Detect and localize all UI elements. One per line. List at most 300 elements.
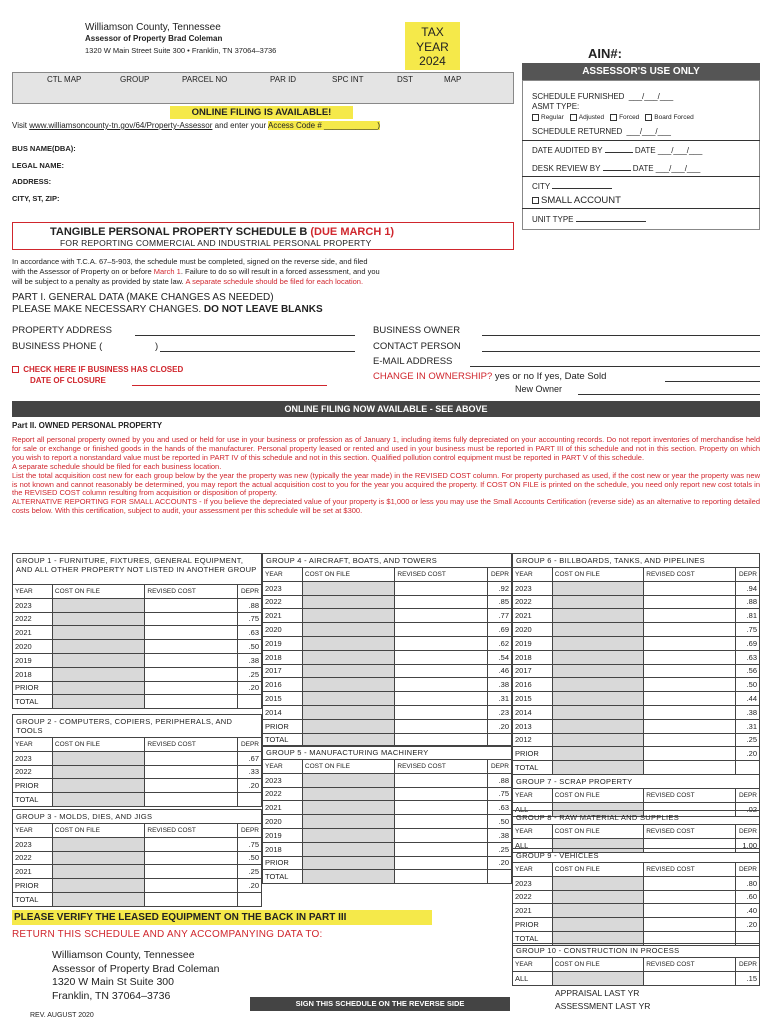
depr-factor (237, 695, 261, 709)
depr-factor: .20 (487, 719, 511, 733)
city-field: CITY (532, 182, 612, 191)
revised-cost-input[interactable] (644, 747, 736, 761)
g1-col-header: YEAR (13, 585, 53, 599)
table-row (513, 636, 760, 650)
g6-col-header: DEPR (736, 568, 760, 582)
table-row (513, 733, 760, 747)
revised-cost-input[interactable] (395, 828, 488, 842)
schedule-subtitle: FOR REPORTING COMMERCIAL AND INDUSTRIAL PERSONAL PROPERTY (60, 238, 372, 248)
table-row (13, 765, 262, 779)
depr-factor (237, 892, 261, 906)
desk-review-by: DESK REVIEW BY DATE ___/___/___ (532, 164, 701, 173)
checkbox-icon[interactable] (570, 114, 577, 121)
business-owner-input[interactable] (482, 335, 760, 336)
table-row (263, 828, 512, 842)
revised-cost-input[interactable] (395, 801, 488, 815)
part1-title: PART I. GENERAL DATA (MAKE CHANGES AS NEEDED) (12, 292, 274, 303)
revised-cost-input[interactable] (644, 595, 736, 609)
row-year: ALL (513, 802, 553, 816)
revised-cost-input[interactable] (644, 918, 736, 932)
row-year: 2022 (263, 595, 303, 609)
g5-col-header: YEAR (263, 760, 303, 774)
filing-notice: In accordance with T.C.A. 67–5-903, the schedule must be completed, signed on the reverse side, and filed with the Assessor of Property on or before March 1. Failure to do so will result in a forced assessment, and you will be subject to a penalty as provided by state law. A separate schedule should be filed for each location. (12, 257, 380, 286)
table-row (13, 640, 262, 654)
group-1-table (12, 553, 262, 709)
depr-factor: .62 (487, 636, 511, 650)
property-address-label: PROPERTY ADDRESS (12, 325, 112, 336)
depr-factor: .02 (735, 802, 759, 816)
business-closed-checkbox[interactable]: CHECK HERE IF BUSINESS HAS CLOSED (12, 365, 183, 374)
cost-on-file-cell (302, 609, 395, 623)
asmt-type-adjusted[interactable]: Adjusted (570, 114, 604, 121)
date-of-closure-input[interactable] (132, 385, 327, 386)
table-row (13, 837, 262, 851)
row-year: TOTAL (263, 870, 303, 884)
depr-factor: .50 (487, 815, 511, 829)
g8-title: GROUP 8 - RAW MATERIAL AND SUPPLIES (512, 810, 760, 824)
revised-cost-input[interactable] (644, 719, 736, 733)
revised-cost-input[interactable] (395, 870, 488, 884)
table-row (263, 856, 512, 870)
id-field-0: BUS NAME(DBA): (12, 144, 76, 153)
row-year: 2020 (263, 815, 303, 829)
revised-cost-input[interactable] (145, 879, 238, 893)
cost-on-file-cell (52, 681, 145, 695)
table-row (513, 595, 760, 609)
assessor-use-header: ASSESSOR'S USE ONLY (522, 63, 760, 80)
row-year: 2018 (513, 650, 553, 664)
cost-on-file-cell (552, 747, 644, 761)
row-year: PRIOR (263, 719, 303, 733)
cost-on-file-cell (302, 773, 395, 787)
business-id-fields (12, 144, 312, 210)
cost-on-file-cell (552, 609, 644, 623)
parcel-col-group: GROUP (120, 75, 150, 84)
row-year: 2019 (13, 653, 53, 667)
table-row (513, 664, 760, 678)
revised-cost-input[interactable] (145, 851, 238, 865)
depr-factor: .31 (487, 692, 511, 706)
property-address-input[interactable] (135, 335, 355, 336)
cost-on-file-cell (552, 705, 644, 719)
row-year: 2022 (13, 851, 53, 865)
g4-col-header: DEPR (487, 568, 511, 582)
g3-col-header: COST ON FILE (52, 824, 145, 838)
row-year: TOTAL (13, 695, 53, 709)
business-phone-label: BUSINESS PHONE ( (12, 341, 103, 352)
revised-cost-input[interactable] (395, 856, 488, 870)
group-8-table (512, 810, 760, 853)
revised-cost-input[interactable] (145, 640, 238, 654)
table-row (513, 918, 760, 932)
revised-cost-input[interactable] (644, 650, 736, 664)
revised-cost-input[interactable] (644, 761, 736, 775)
checkbox-icon[interactable] (645, 114, 652, 121)
row-year: 2023 (13, 751, 53, 765)
schedule-returned: SCHEDULE RETURNED ___/___/___ (532, 127, 671, 136)
row-year: 2017 (263, 664, 303, 678)
row-year: TOTAL (13, 793, 53, 807)
date-of-closure-label: DATE OF CLOSURE (30, 376, 106, 385)
g6-col-header: REVISED COST (644, 568, 736, 582)
revised-cost-input[interactable] (395, 692, 488, 706)
revised-cost-input[interactable] (644, 733, 736, 747)
g6-title: GROUP 6 - BILLBOARDS, TANKS, AND PIPELINES (512, 553, 760, 567)
revised-cost-input[interactable] (145, 793, 238, 807)
asmt-type-forced[interactable]: Forced (610, 114, 639, 121)
revised-cost-input[interactable] (145, 765, 238, 779)
row-year: 2018 (263, 842, 303, 856)
depr-factor: .15 (735, 971, 759, 985)
revised-cost-input[interactable] (145, 653, 238, 667)
g6-col-header: COST ON FILE (552, 568, 644, 582)
g3-title: GROUP 3 - MOLDS, DIES, AND JIGS (12, 809, 262, 823)
table-row (13, 751, 262, 765)
return-address: Williamson County, Tennessee Assessor of Property Brad Coleman 1320 W Main St Suite 300 Franklin, TN 37064–3736 (52, 949, 220, 1002)
depr-factor (237, 793, 261, 807)
new-owner-input[interactable] (578, 394, 760, 395)
revised-cost-input[interactable] (145, 695, 238, 709)
visit-prefix: Visit (12, 121, 30, 130)
revised-cost-input[interactable] (395, 705, 488, 719)
row-year: 2018 (13, 667, 53, 681)
visit-line (12, 121, 380, 130)
g9-title: GROUP 9 - VEHICLES (512, 848, 760, 862)
schedule-furnished: SCHEDULE FURNISHED ___/___/___ (532, 92, 674, 101)
cost-on-file-cell (302, 705, 395, 719)
row-year: PRIOR (513, 747, 553, 761)
revised-cost-input[interactable] (644, 678, 736, 692)
group-3-table (12, 809, 262, 907)
row-year: TOTAL (13, 892, 53, 906)
revised-cost-input[interactable] (145, 626, 238, 640)
revised-cost-input[interactable] (145, 837, 238, 851)
depr-factor: .20 (237, 879, 261, 893)
cost-on-file-cell (52, 779, 145, 793)
revised-cost-input[interactable] (395, 664, 488, 678)
website-link[interactable]: www.williamsoncounty-tn.gov/64/Property-Assessor (29, 121, 213, 130)
revised-cost-input[interactable] (644, 692, 736, 706)
row-year: 2022 (13, 765, 53, 779)
row-year: TOTAL (513, 761, 553, 775)
row-year: 2023 (13, 837, 53, 851)
table-row (513, 719, 760, 733)
depr-factor: .77 (487, 609, 511, 623)
g8-col-header: YEAR (513, 825, 553, 839)
tax-year-box (405, 22, 460, 70)
depr-factor: .69 (487, 623, 511, 637)
cost-on-file-cell (52, 626, 145, 640)
contact-person-input[interactable] (482, 351, 760, 352)
cost-on-file-cell (552, 678, 644, 692)
table-row (263, 664, 512, 678)
assessment-last-yr: ASSESSMENT LAST YR (555, 1001, 651, 1011)
small-account-box[interactable] (532, 197, 539, 204)
online-filing-bar: ONLINE FILING NOW AVAILABLE - SEE ABOVE (12, 401, 760, 417)
cost-on-file-cell (302, 692, 395, 706)
revised-cost-input[interactable] (145, 751, 238, 765)
row-year: 2014 (263, 705, 303, 719)
row-year: 2012 (513, 733, 553, 747)
revised-cost-input[interactable] (145, 612, 238, 626)
revised-cost-input[interactable] (145, 681, 238, 695)
depr-factor: .75 (487, 787, 511, 801)
row-year: 2021 (513, 609, 553, 623)
cost-on-file-cell (552, 623, 644, 637)
depr-factor: .38 (487, 828, 511, 842)
asmt-type-board-forced[interactable]: Board Forced (645, 114, 693, 121)
county-name: Williamson County, Tennessee (85, 22, 221, 33)
table-row (263, 773, 512, 787)
row-year: 2018 (263, 650, 303, 664)
cost-on-file-cell (552, 650, 644, 664)
revised-cost-input[interactable] (395, 609, 488, 623)
row-year: 2014 (513, 705, 553, 719)
depr-factor: .40 (736, 904, 760, 918)
revised-cost-input[interactable] (395, 595, 488, 609)
row-year: 2015 (513, 692, 553, 706)
verify-leased-notice: PLEASE VERIFY THE LEASED EQUIPMENT ON THE BACK IN PART III (12, 910, 432, 925)
cost-on-file-cell (552, 664, 644, 678)
row-year: 2023 (513, 581, 553, 595)
table-row (513, 678, 760, 692)
g1-col-header: REVISED COST (145, 585, 238, 599)
row-year: 2022 (513, 595, 553, 609)
part2-title: Part II. OWNED PERSONAL PROPERTY (12, 421, 163, 430)
depr-factor: .31 (736, 719, 760, 733)
depr-factor: .60 (736, 890, 760, 904)
cost-on-file-cell (302, 856, 395, 870)
cost-on-file-cell (52, 892, 145, 906)
row-year: 2022 (513, 890, 553, 904)
g7-col-header: COST ON FILE (552, 789, 644, 803)
revised-cost-input[interactable] (145, 865, 238, 879)
revised-cost-input[interactable] (395, 787, 488, 801)
revised-cost-input[interactable] (395, 636, 488, 650)
depr-factor: .63 (736, 650, 760, 664)
g9-col-header: YEAR (513, 863, 553, 877)
table-row (513, 876, 760, 890)
table-row (263, 692, 512, 706)
year-label: YEAR (416, 39, 449, 54)
table-row (263, 719, 512, 733)
g4-col-header: REVISED COST (395, 568, 488, 582)
depr-factor: .92 (487, 581, 511, 595)
cost-on-file-cell (552, 581, 644, 595)
business-closed-box[interactable] (12, 366, 19, 373)
depr-factor: .63 (237, 626, 261, 640)
ain-label: AIN#: (588, 46, 622, 61)
depr-factor: .44 (736, 692, 760, 706)
revised-cost-input[interactable] (644, 581, 736, 595)
cost-on-file-cell (302, 595, 395, 609)
revised-cost-input[interactable] (395, 650, 488, 664)
table-row (13, 793, 262, 807)
revised-cost-input[interactable] (644, 876, 736, 890)
small-account-checkbox[interactable]: SMALL ACCOUNT (532, 195, 621, 206)
schedule-title: TANGIBLE PERSONAL PROPERTY SCHEDULE B (DUE MARCH 1) (50, 226, 395, 238)
revised-cost-input[interactable] (145, 892, 238, 906)
row-year: 2023 (513, 876, 553, 890)
tax-year-value: 2024 (419, 54, 446, 68)
table-row (263, 623, 512, 637)
revised-cost-input[interactable] (395, 842, 488, 856)
depr-factor: .23 (487, 705, 511, 719)
depr-factor: .63 (487, 801, 511, 815)
g2-col-header: REVISED COST (145, 738, 238, 752)
row-year: TOTAL (263, 733, 303, 747)
depr-factor: .56 (736, 664, 760, 678)
cost-on-file-cell (52, 653, 145, 667)
cost-on-file-cell (302, 719, 395, 733)
table-row (13, 892, 262, 906)
table-row (513, 971, 760, 985)
online-filing-banner: ONLINE FILING IS AVAILABLE! (170, 106, 353, 119)
revised-cost-input[interactable] (395, 815, 488, 829)
revised-cost-input[interactable] (644, 971, 736, 985)
g1-title: GROUP 1 - FURNITURE, FIXTURES, GENERAL EQUIPMENT, AND ALL OTHER PROPERTY NOT LISTED IN ANOTHER GROUP (12, 553, 262, 584)
cost-on-file-cell (302, 828, 395, 842)
parcel-col-spc-int: SPC INT (332, 75, 364, 84)
table-row (513, 609, 760, 623)
table-row (263, 678, 512, 692)
row-year: TOTAL (513, 931, 553, 945)
row-year: 2020 (13, 640, 53, 654)
office-address: 1320 W Main Street Suite 300 • Franklin, TN 37064–3736 (85, 46, 277, 55)
group-6-table (512, 553, 760, 775)
table-row (263, 842, 512, 856)
table-row (13, 626, 262, 640)
revised-cost-input[interactable] (395, 623, 488, 637)
g9-col-header: DEPR (736, 863, 760, 877)
revised-cost-input[interactable] (644, 664, 736, 678)
cost-on-file-cell (552, 876, 644, 890)
g5-title: GROUP 5 - MANUFACTURING MACHINERY (262, 745, 512, 759)
row-year: 2019 (513, 636, 553, 650)
depr-factor: .88 (237, 598, 261, 612)
revised-cost-input[interactable] (644, 904, 736, 918)
depr-factor: .81 (736, 609, 760, 623)
contact-person-label: CONTACT PERSON (373, 341, 461, 352)
g2-col-header: COST ON FILE (52, 738, 145, 752)
cost-on-file-cell (302, 636, 395, 650)
row-year: 2021 (263, 801, 303, 815)
return-instructions: RETURN THIS SCHEDULE AND ANY ACCOMPANYING DATA TO: (12, 929, 323, 940)
depr-factor: .25 (487, 842, 511, 856)
cost-on-file-cell (302, 650, 395, 664)
g10-title: GROUP 10 - CONSTRUCTION IN PROCESS (512, 943, 760, 957)
date-audited-by: DATE AUDITED BY DATE ___/___/___ (532, 146, 703, 155)
table-row (513, 650, 760, 664)
row-year: 2016 (513, 678, 553, 692)
table-row (13, 865, 262, 879)
table-row (513, 623, 760, 637)
table-row (513, 581, 760, 595)
g5-col-header: DEPR (487, 760, 511, 774)
row-year: 2020 (513, 623, 553, 637)
cost-on-file-cell (52, 695, 145, 709)
table-row (13, 879, 262, 893)
g9-col-header: REVISED COST (644, 863, 736, 877)
g1-col-header: COST ON FILE (52, 585, 145, 599)
table-row (263, 609, 512, 623)
table-row (13, 598, 262, 612)
revised-cost-input[interactable] (644, 623, 736, 637)
table-row (513, 692, 760, 706)
access-code-field[interactable]: Access Code # ____________) (267, 121, 381, 130)
revised-cost-input[interactable] (395, 678, 488, 692)
table-row (13, 653, 262, 667)
revised-cost-input[interactable] (145, 667, 238, 681)
cost-on-file-cell (552, 890, 644, 904)
cost-on-file-cell (52, 865, 145, 879)
g10-col-header: DEPR (735, 958, 759, 972)
depr-factor: .50 (736, 678, 760, 692)
depr-factor (736, 761, 760, 775)
revised-cost-input[interactable] (145, 779, 238, 793)
table-row (263, 787, 512, 801)
revised-cost-input[interactable] (395, 719, 488, 733)
row-year: 2013 (513, 719, 553, 733)
cost-on-file-cell (52, 640, 145, 654)
cost-on-file-cell (302, 870, 395, 884)
cost-on-file-cell (302, 815, 395, 829)
cost-on-file-cell (552, 904, 644, 918)
g5-col-header: REVISED COST (395, 760, 488, 774)
revision-date: REV. AUGUST 2020 (30, 1012, 94, 1019)
cost-on-file-cell (52, 598, 145, 612)
cost-on-file-cell (302, 678, 395, 692)
table-row (513, 761, 760, 775)
depr-factor: .20 (487, 856, 511, 870)
revised-cost-input[interactable] (395, 581, 488, 595)
depr-factor (487, 870, 511, 884)
checkbox-icon[interactable] (610, 114, 617, 121)
table-row (263, 801, 512, 815)
part1-subtitle: PLEASE MAKE NECESSARY CHANGES. DO NOT LEAVE BLANKS (12, 304, 323, 315)
g8-col-header: REVISED COST (644, 825, 736, 839)
depr-factor: .54 (487, 650, 511, 664)
row-year: PRIOR (13, 779, 53, 793)
revised-cost-input[interactable] (644, 705, 736, 719)
row-year: 2021 (13, 865, 53, 879)
asmt-type-regular[interactable]: Regular (532, 114, 564, 121)
row-year: 2015 (263, 692, 303, 706)
checkbox-icon[interactable] (532, 114, 539, 121)
email-input[interactable] (470, 366, 760, 367)
table-row (13, 667, 262, 681)
g8-col-header: COST ON FILE (552, 825, 644, 839)
depr-factor: .75 (736, 623, 760, 637)
table-row (513, 904, 760, 918)
g7-col-header: REVISED COST (644, 789, 736, 803)
depr-factor: .80 (736, 876, 760, 890)
g4-col-header: YEAR (263, 568, 303, 582)
revised-cost-input[interactable] (395, 773, 488, 787)
revised-cost-input[interactable] (145, 598, 238, 612)
business-phone-input[interactable] (160, 351, 355, 352)
depr-factor: .20 (736, 918, 760, 932)
revised-cost-input[interactable] (644, 636, 736, 650)
date-sold-input[interactable] (665, 381, 760, 382)
cost-on-file-cell (52, 793, 145, 807)
revised-cost-input[interactable] (644, 609, 736, 623)
row-year: PRIOR (13, 879, 53, 893)
g3-col-header: YEAR (13, 824, 53, 838)
revised-cost-input[interactable] (644, 890, 736, 904)
row-year: 2021 (263, 609, 303, 623)
table-row (13, 612, 262, 626)
